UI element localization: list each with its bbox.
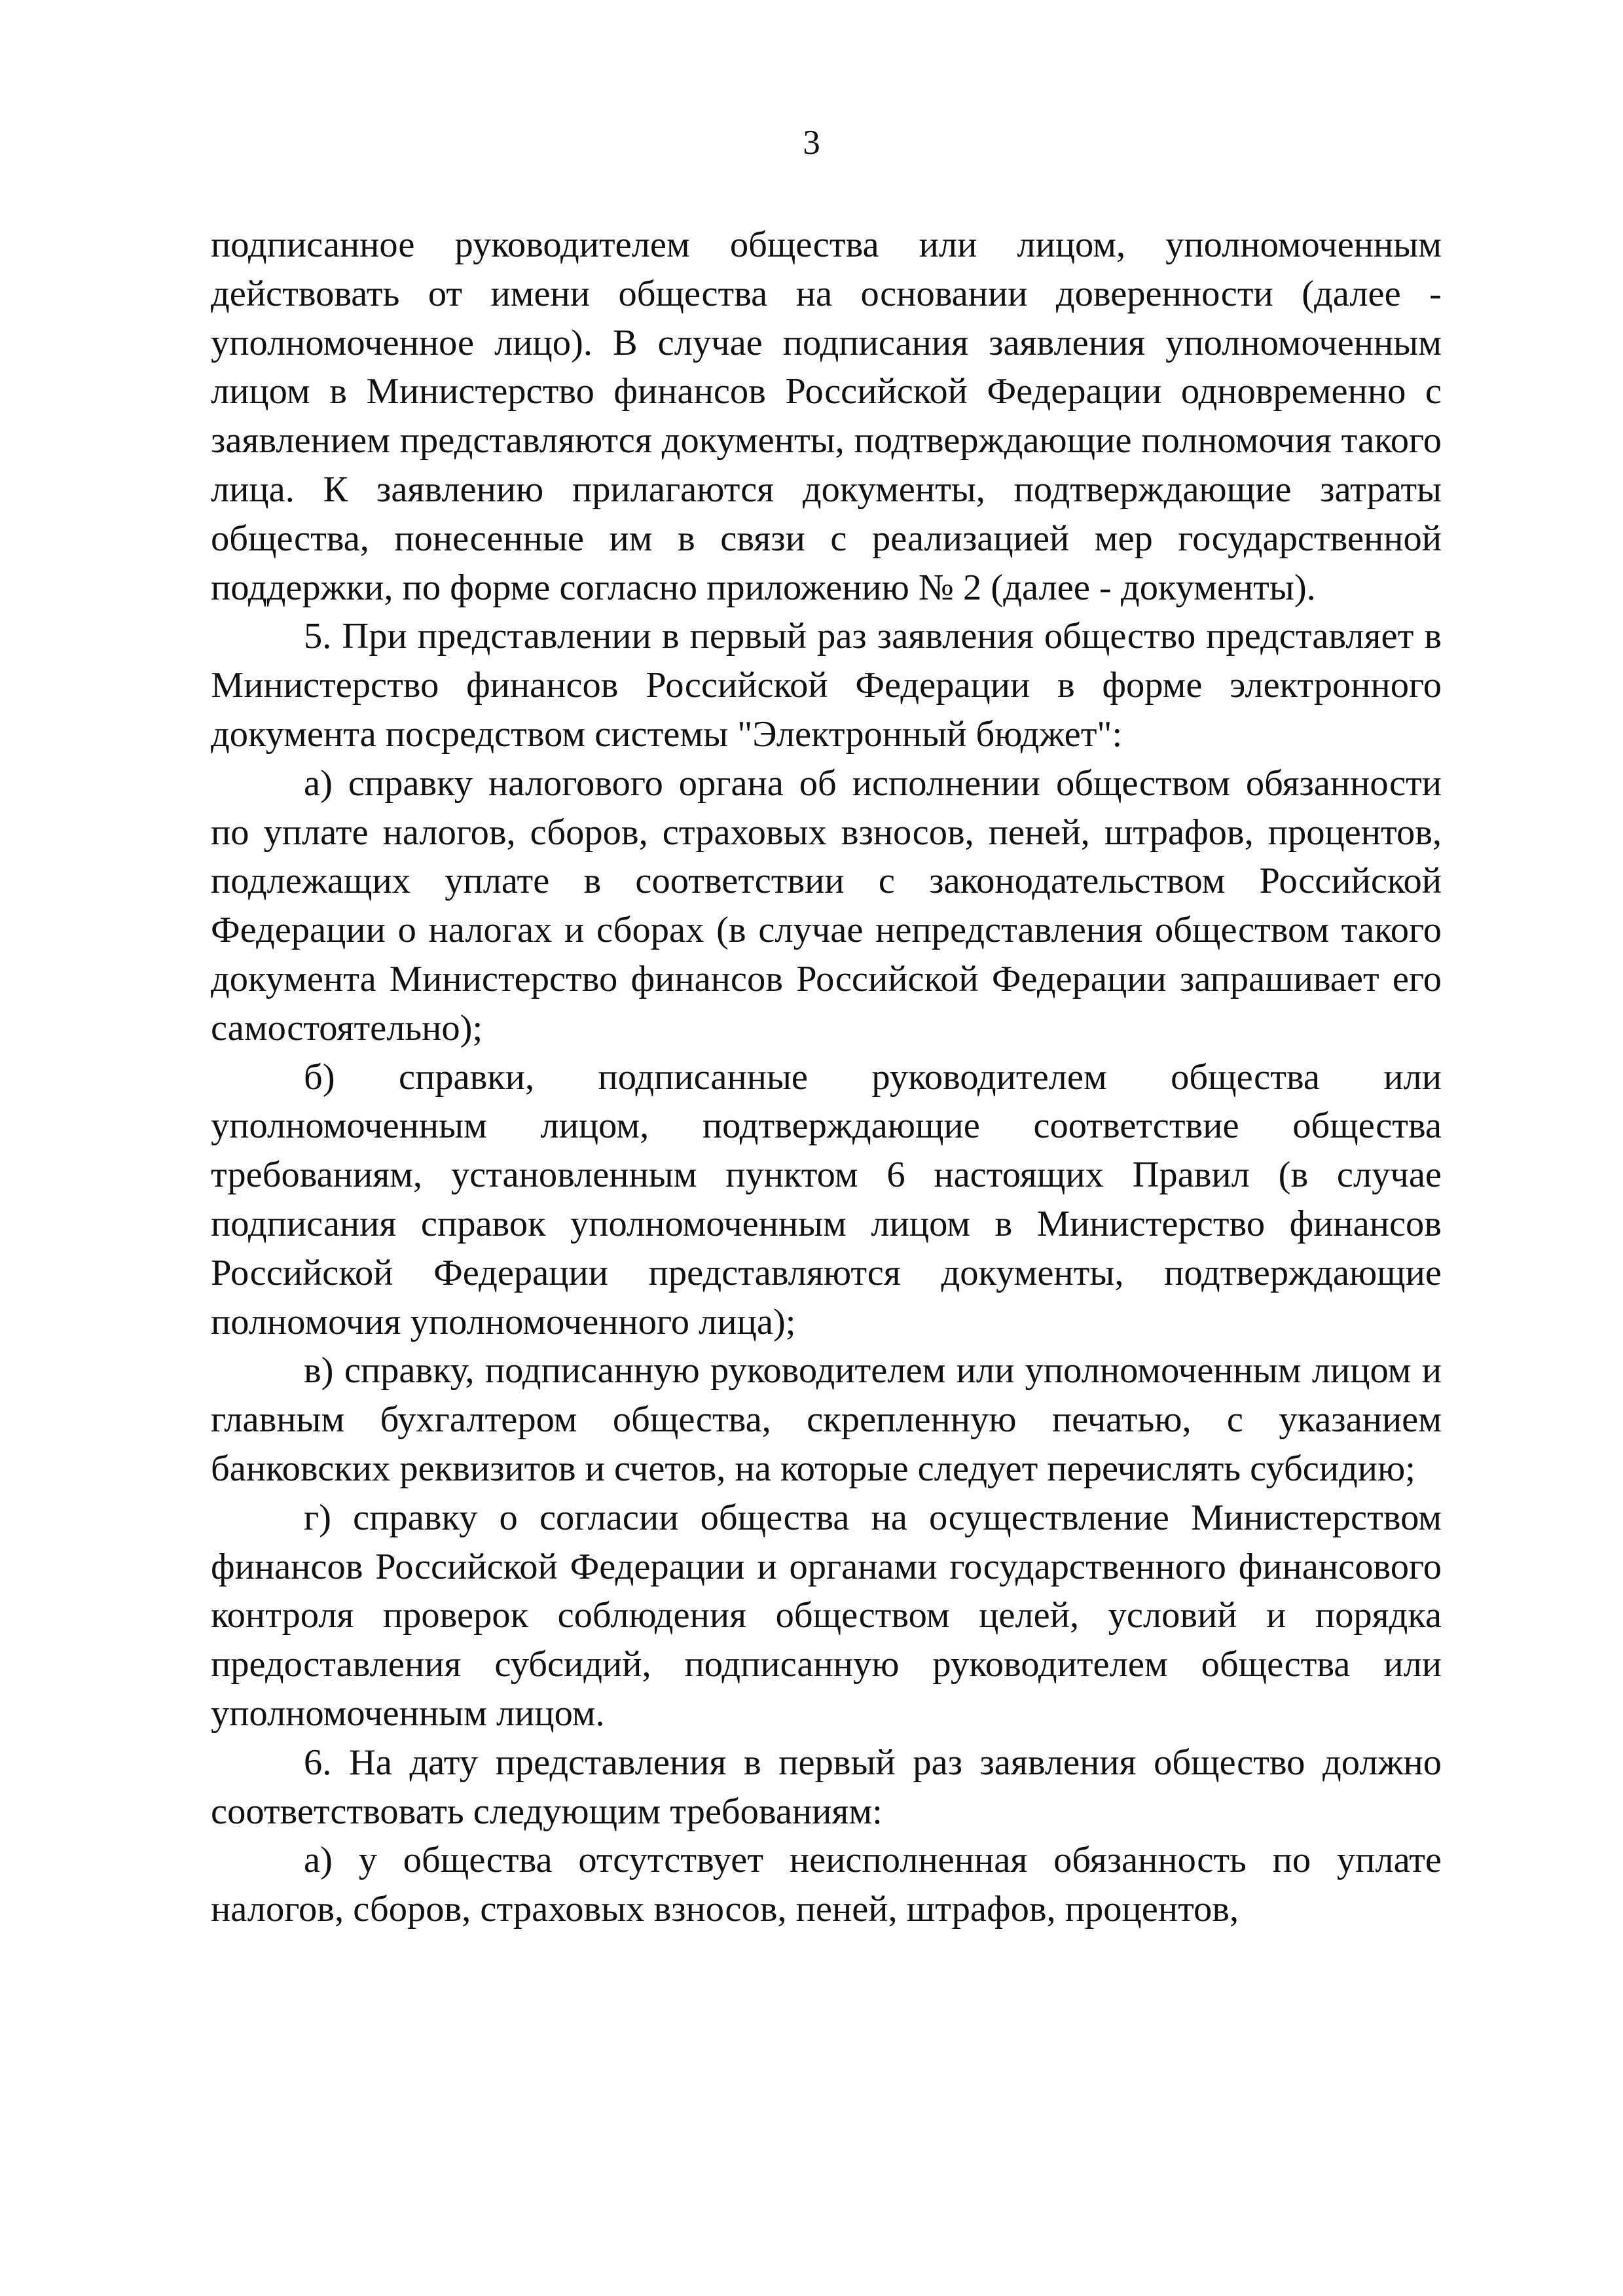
paragraph-item-6a: а) у общества отсутствует неисполненная обязанность по уплате налогов, сборов, страховых взносов, пеней, штрафов, процентов,	[211, 1840, 1442, 1930]
paragraph-continuation: подписанное руководителем общества или лицом, уполномоченным действовать от имени общества на основании доверенности (далее - уполномоченное лицо). В случае подписания заявления уполномоченным лицом в Министерство финансов Российской Федерации одновременно с заявлением представляются документы, подтверждающие полномочия такого лица. К заявлению прилагаются документы, подтверждающие затраты общества, понесенные им в связи с реализацией мер государственной поддержки, по форме согласно приложению № 2 (далее - документы).	[211, 224, 1442, 608]
paragraph-item-5b: б) справки, подписанные руководителем общества или уполномоченным лицом, подтверждающие соответствие общества требованиям, установленным пунктом 6 настоящих Правил (в случае подписания справок уполномоченным лицом в Министерство финансов Российской Федерации представляются документы, подтверждающие полномочия уполномоченного лица);	[211, 1056, 1442, 1342]
paragraph-item-5a: а) справку налогового органа об исполнении обществом обязанности по уплате налогов, сборов, страховых взносов, пеней, штрафов, процентов, подлежащих уплате в соответствии с законодательством Российской Федерации о налогах и сборах (в случае непредставления обществом такого документа Министерство финансов Российской Федерации запрашивает его самостоятельно);	[211, 762, 1442, 1049]
paragraph-item-5g: г) справку о согласии общества на осуществление Министерством финансов Российской Федерации и органами государственного финансового контроля проверок соблюдения обществом целей, условий и порядка предоставления субсидий, подписанную руководителем общества или уполномоченным лицом.	[211, 1497, 1442, 1734]
paragraph-item-5v: в) справку, подписанную руководителем или уполномоченным лицом и главным бухгалтером общества, скрепленную печатью, с указанием банковских реквизитов и счетов, на которые следует перечислять субсидию;	[211, 1350, 1442, 1489]
document-body	[211, 221, 1442, 1934]
paragraph-item-5: 5. При представлении в первый раз заявления общество представляет в Министерство финансов Российской Федерации в форме электронного документа посредством системы "Электронный бюджет":	[211, 616, 1442, 755]
paragraph-item-6: 6. На дату представления в первый раз заявления общество должно соответствовать следующим требованиям:	[211, 1742, 1442, 1832]
page-number: 3	[803, 124, 820, 162]
